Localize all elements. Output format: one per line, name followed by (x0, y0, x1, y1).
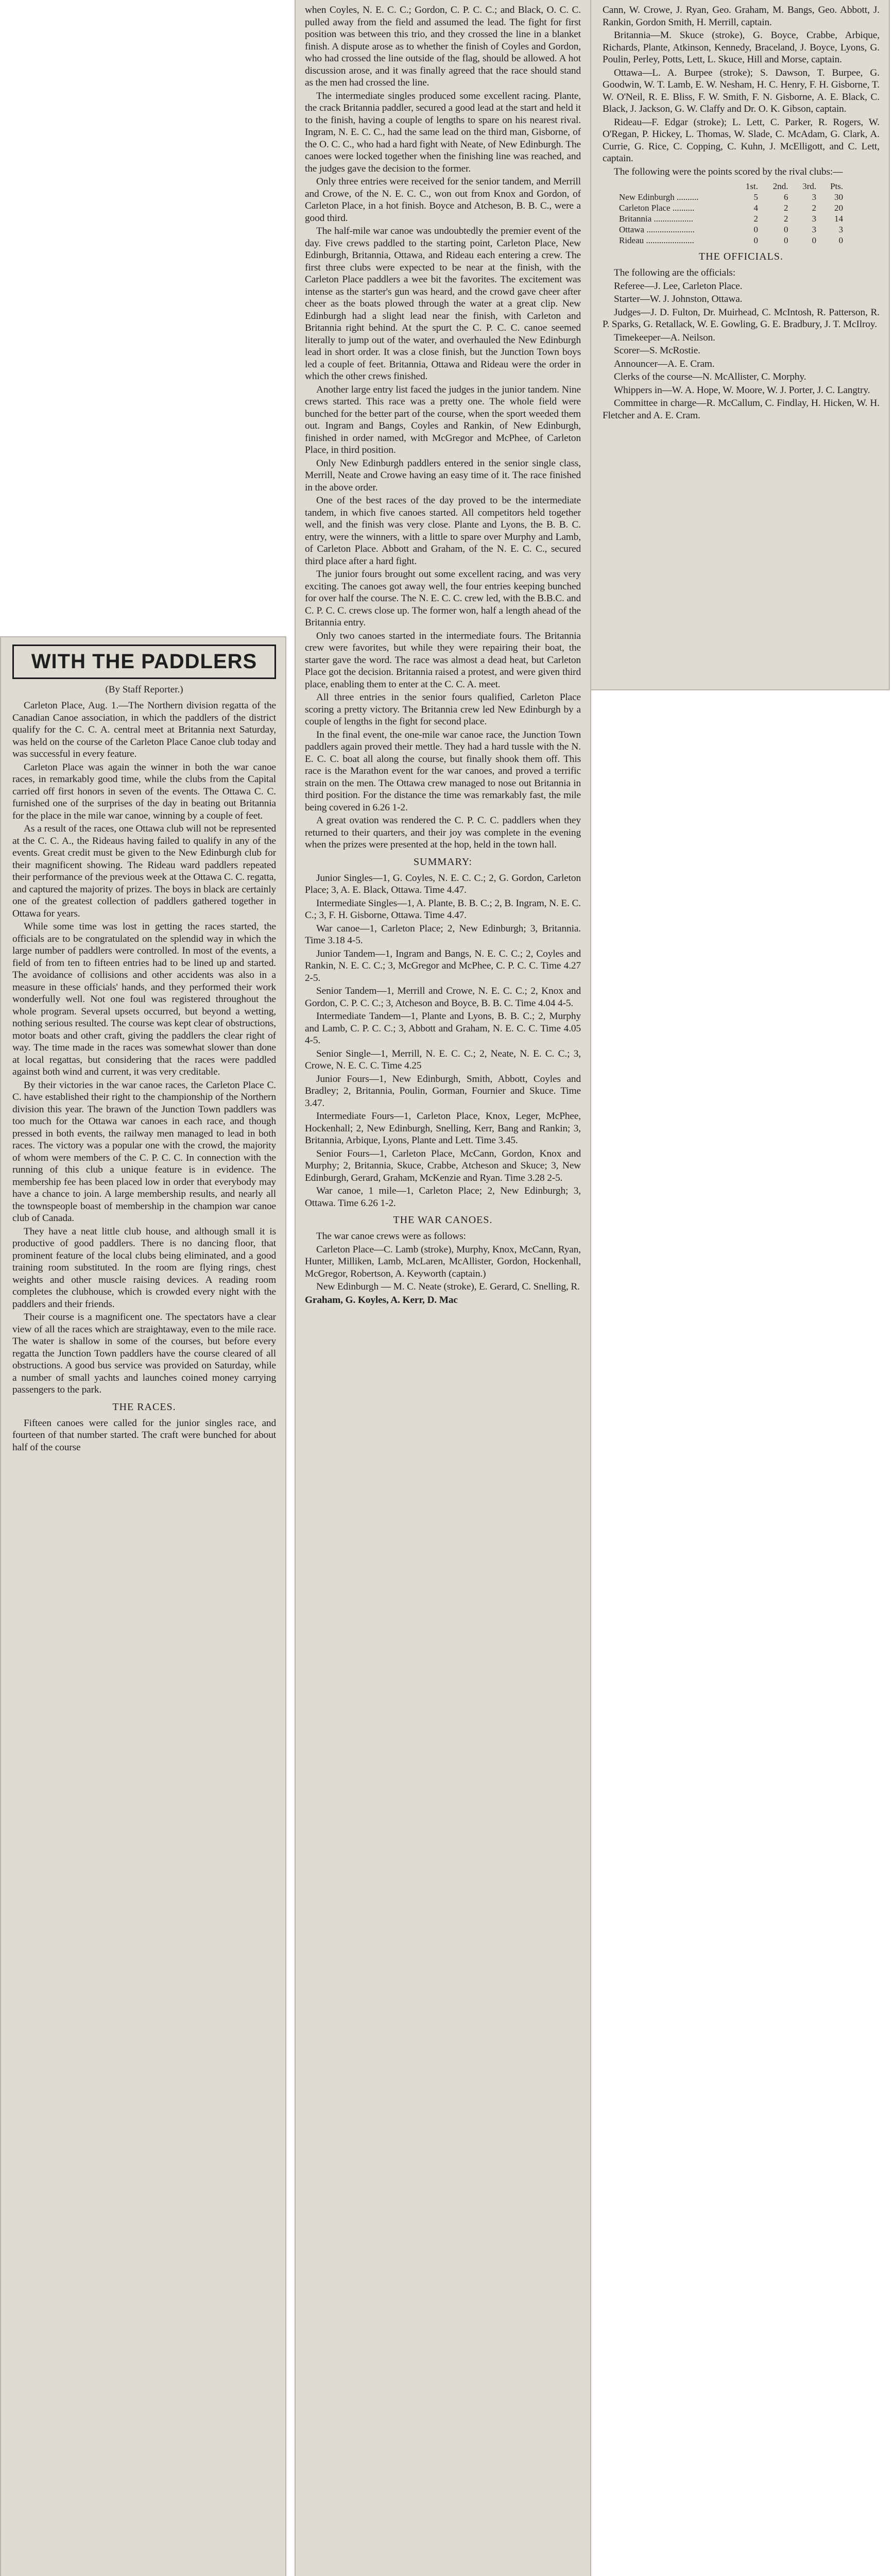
club-name-cell: New Edinburgh .......... (619, 192, 699, 202)
article-paragraph: Only New Edinburgh paddlers entered in the senior single class, Merrill, Neate and Crowe having an easy time of it. The race finished in the above order. (305, 457, 581, 493)
points-cell: 2 (784, 214, 788, 224)
official-item: Clerks of the course—N. McAllister, C. Morphy. (614, 371, 806, 382)
points-cell: 0 (753, 235, 758, 245)
points-cell: 3 (812, 214, 817, 224)
points-cell: 0 (838, 235, 844, 245)
right-column-clipping (591, 0, 890, 690)
points-cell: 4 (753, 203, 758, 213)
points-cell: 2 (812, 203, 817, 213)
official-item: Whippers in—W. A. Hope, W. Moore, W. J. Porter, J. C. Langtry. (614, 384, 870, 396)
crew-list: Ottawa—L. A. Burpee (stroke); S. Dawson, T. Burpee, G. Goodwin, W. T. Lamb, E. W. Nesham, H. C. Henry, F. H. Gisborne, T. W. O'Neil, R. E. Bliss, F. W. Smith, F. N. Gisborne, A. E. Black, C. Black, J. Jackson, G. W. Claffy and Dr. O. K. Gibson, captain. (603, 67, 880, 114)
war-canoes-heading: THE WAR CANOES. (393, 1214, 493, 1226)
points-header-cell: 1st. (745, 181, 758, 191)
article-paragraph: A great ovation was rendered the C. P. C. C. paddlers when they returned to their quarters, and their joy was complete in the evening when the prizes were presented at the hop, held in the town hall. (305, 815, 581, 850)
points-header-cell (619, 181, 735, 192)
summary-item: Senior Single—1, Merrill, N. E. C. C.; 2, Neate, N. E. C. C.; 3, Crowe, N. E. C. C. Time 4.25 (305, 1048, 581, 1071)
crew-list: Carleton Place—C. Lamb (stroke), Murphy, Knox, McCann, Ryan, Hunter, Milliken, Lamb, McLaren, McAllister, Gordon, Hockenhall, McGregor, Robertson, A. Keyworth (captain.) (305, 1244, 581, 1279)
article-paragraph: Fifteen canoes were called for the junior singles race, and fourteen of that number started. The craft were bunched for about half of the course (12, 1417, 276, 1453)
article-paragraph: By their victories in the war canoe races, the Carleton Place C. C. have established their right to the championship of the Northern division this year. The brawn of the Junction Town paddlers was too much for the Ottawa war canoes in each race, and though pressed in both events, the railway men managed to lead in both races. The victory was a popular one with the crowd, the majority of whom were members of the C. P. C. C. In connection with the running of this club a unique feature is in evidence. The membership fee has been placed low in order that everybody may have a chance to join. A large membership results, and nearly all the townspeople boast of membership in the champion war canoe club of Canada. (12, 1079, 276, 1224)
article-paragraph: The junior fours brought out some excellent racing, and was very exciting. The canoes got away well, the four entries keeping bunched for over half the course. The N. E. C. C. crew led, with the B.B.C. and C. P. C. C. crews close up. The former won, half a length ahead of the Britannia entry. (305, 569, 581, 628)
points-cell: 0 (753, 225, 758, 234)
official-item: Scorer—S. McRostie. (614, 345, 700, 356)
points-cell: 20 (834, 203, 844, 213)
summary-item: War canoe—1, Carleton Place; 2, New Edinburgh; 3, Britannia. Time 3.18 4-5. (305, 923, 581, 946)
headline: WITH THE PADDLERS (31, 650, 257, 673)
points-cell: 14 (834, 214, 844, 224)
article-paragraph: In the final event, the one-mile war canoe race, the Junction Town paddlers again proved their mettle. They had a hard tussle with the N. E. C. C. boat all along the course, but finally shook them off. This race is the Marathon event for the war canoes, and proved a terrific strain on the men. The Ottawa crew managed to nose out Britannia in third position. For the distance the time was remarkably fast, the mile being covered in 6.26 1-2. (305, 729, 581, 813)
summary-item: Intermediate Fours—1, Carleton Place, Knox, Leger, McPhee, Hockenhall; 2, New Edinburgh, Snelling, Kerr, Bang and Rankin; 3, Britannia, Arbique, Lyons, Plante and Lett. Time 3.45. (305, 1111, 581, 1146)
table-row (619, 213, 846, 224)
official-item: Judges—J. D. Fulton, Dr. Muirhead, C. McIntosh, R. Patterson, R. P. Sparks, G. Retallack, W. E. Gowling, G. E. Bradbury, J. T. McIlroy. (603, 307, 880, 330)
article-paragraph: Only two canoes started in the intermediate fours. The Britannia crew were favorites, but while they were repairing their boat, the starter gave the word. The race was almost a dead heat, but Carleton Place got the decision. Britannia raised a protest, and were given third place, enabling them to enter at the C. C. A. meet. (305, 630, 581, 690)
article-paragraph: Only three entries were received for the senior tandem, and Merrill and Crowe, of the N. E. C. C., won out from Knox and Gordon, of Carleton Place, in a hot finish. Boyce and Atcheson, B. B. C., were a good third. (305, 176, 581, 224)
official-item: Referee—J. Lee, Carleton Place. (614, 280, 743, 292)
summary-item: War canoe, 1 mile—1, Carleton Place; 2, New Edinburgh; 3, Ottawa. Time 6.26 1-2. (305, 1185, 581, 1209)
crew-list-continued: Graham, G. Koyles, A. Kerr, D. Mac (305, 1294, 458, 1306)
points-cell: 0 (784, 235, 788, 245)
table-row (619, 235, 846, 246)
points-cell: 0 (784, 225, 788, 234)
club-name-cell: Carleton Place .......... (619, 203, 695, 213)
summary-item: Junior Singles—1, G. Coyles, N. E. C. C.; 2, G. Gordon, Carleton Place; 3, A. E. Black, Ottawa. Time 4.47. (305, 872, 581, 895)
club-name-cell: Britannia .................. (619, 214, 694, 224)
points-table-header-row (619, 181, 846, 192)
crew-list: New Edinburgh — M. C. Neate (stroke), E. Gerard, C. Snelling, R. (316, 1281, 580, 1292)
summary-item: Junior Tandem—1, Ingram and Bangs, N. E. C. C.; 2, Coyles and Rankin, N. E. C. C.; 3, McGregor and McPhee, C. P. C. C. Time 4.27 2-5. (305, 948, 581, 984)
article-paragraph: As a result of the races, one Ottawa club will not be represented at the C. C. A., the Rideaus having failed to qualify in any of the events. Great credit must be given to the New Edinburgh club for their magnificent showing. The Rideau ward paddlers repeated their performance of the previous week at the Ottawa C. C. regatta, and captured the majority of prizes. The boys in black are certainly one of the greatest collection of paddlers gathered together in Ottawa for years. (12, 823, 276, 919)
article-paragraph: The following are the officials: (614, 267, 736, 278)
points-cell: 2 (753, 214, 758, 224)
official-item: Announcer—A. E. Cram. (614, 358, 715, 369)
points-cell: 3 (812, 192, 817, 202)
article-paragraph: Another large entry list faced the judges in the junior tandem. Nine crews started. This race was a pretty one. The whole field were bunched for the better part of the course, when the sport weeded them out. Ingram and Bangs, Coyles and Rankin, of New Edinburgh, finished in order named, with McGregor and McPhee, of Carleton Place, in third position. (305, 384, 581, 455)
summary-item: Senior Fours—1, Carleton Place, McCann, Gordon, Knox and Murphy; 2, Britannia, Skuce, Crabbe, Atcheson and Skuce; 3, New Edinburgh, Gerard, Graham, McKenzie and Ryan. Time 3.28 2-5. (305, 1148, 581, 1183)
headline-box (12, 645, 276, 679)
article-paragraph: when Coyles, N. E. C. C.; Gordon, C. P. C. C.; and Black, O. C. C. pulled away from the field and assumed the lead. The fight for first position was between this trio, and they crossed the line in a blanket finish. A dispute arose as to whether the finish of Coyles and Gordon, who had crossed the line outside of the flag, should be allowed. A hot discussion arose, and it was finally agreed that the race should stand as the men had crossed the line. (305, 5, 581, 88)
points-cell: 0 (812, 235, 817, 245)
article-paragraph: They have a neat little club house, and although small it is productive of good paddlers. There is no dancing floor, that prominent feature of the local clubs being eliminated, and a good training room substituted. In the room are flying rings, chest weights and other muscle raising devices. A reading room completes the clubhouse, which is crowded every night with the paddlers and their friends. (12, 1226, 276, 1310)
official-item: Timekeeper—A. Neilson. (614, 332, 715, 343)
article-paragraph: All three entries in the senior fours qualified, Carleton Place scoring a pretty victory. The Britannia crew led New Edinburgh by a couple of lengths in the fight for second place. (305, 692, 581, 727)
summary-item: Senior Tandem—1, Merrill and Crowe, N. E. C. C.; 2, Knox and Gordon, C. P. C. C.; 3, Atcheson and Boyce, B. B. C. Time 4.04 4-5. (305, 986, 581, 1009)
official-item: Committee in charge—R. McCallum, C. Findlay, H. Hicken, W. H. Fletcher and A. E. Cram. (603, 398, 880, 421)
article-paragraph: While some time was lost in getting the races started, the officials are to be congratulated on the splendid way in which the large number of paddlers were controlled. In most of the events, a field of from ten to fifteen entries had to be lined up and started. The avoidance of collisions and other accidents was also in a measure in these officials' hands, and they performed their work wonderfully well. Not one foul was registered throughout the whole program. Several upsets occurred, but beyond a wetting, nothing serious resulted. The course was kept clear of obstructions, motor boats and other craft, giving the paddlers the clear right of way. The time made in the races was somewhat slower than done at local regattas, but considering that the races were paddled against both wind and current, it was very creditable. (12, 921, 276, 1077)
points-cell: 2 (784, 203, 788, 213)
middle-column-clipping (295, 0, 591, 2576)
article-paragraph: Carleton Place was again the winner in both the war canoe races, in remarkably good time, while the clubs from the Capital carried off first honors in seven of the events. The Ottawa C. C. furnished one of the surprises of the day in beating out Britannia for the place in the mile war canoe, winning by a couple of feet. (12, 761, 276, 821)
table-row (619, 192, 846, 202)
points-header-cell: 3rd. (802, 181, 817, 191)
summary-heading: SUMMARY: (414, 856, 472, 868)
crew-list: Cann, W. Crowe, J. Ryan, Geo. Graham, M. Bangs, Geo. Abbott, J. Rankin, Gordon Smith, H. Merrill, captain. (603, 5, 880, 28)
summary-item: Intermediate Tandem—1, Plante and Lyons, B. B. C.; 2, Murphy and Lamb, C. P. C. C.; 3, Abbott and Graham, N. E. C. C. Time 4.05 4-5. (305, 1011, 581, 1046)
officials-heading: THE OFFICIALS. (698, 251, 783, 262)
table-row (619, 202, 846, 213)
crew-list: Britannia—M. Skuce (stroke), G. Boyce, Crabbe, Arbique, Richards, Plante, Atkinson, Kennedy, Braceland, J. Boyce, Lyons, G. Poulin, Perley, Potts, Lett, L. Skuce, Hill and Morse, captain. (603, 30, 880, 65)
club-name-cell: Rideau ...................... (619, 235, 694, 245)
table-row (619, 224, 846, 235)
left-column-clipping (0, 636, 286, 2576)
official-item: Starter—W. J. Johnston, Ottawa. (614, 294, 743, 304)
article-paragraph: The war canoe crews were as follows: (316, 1231, 466, 1242)
points-cell: 30 (834, 192, 844, 202)
article-paragraph: The half-mile war canoe was undoubtedly the premier event of the day. Five crews paddled to the starting point, Carleton Place, New Edinburgh, Britannia, Ottawa, and Rideau each entering a crew. The first three clubs were expected to be near at the finish, with the Carleton Place paddlers a wee bit the favorites. The excitement was intense as the starter's gun was heard, and the crowd gave cheer after cheer as the boats plowed through the water at a great clip. New Edinburgh had a slight lead near the finish, with Carleton and Britannia right behind. At the spurt the C. P. C. C. canoe seemed literally to jump out of the water, and overhauled the New Edinburgh lead in short order. It was a close finish, but the Junction Town boys led a couple of feet. Britannia, Ottawa and Rideau were the order in which the other crews finished. (305, 226, 581, 382)
points-cell: 5 (753, 192, 758, 202)
points-cell: 3 (838, 225, 844, 234)
article-paragraph: One of the best races of the day proved to be the intermediate tandem, in which five canoes started. All competitors held together well, and the finish was very close. Plante and Lyons, the B. B. C. entry, were the winners, with a little to spare over Murphy and Lamb, of Carleton Place. Abbott and Graham, of the N. E. C. C., secured third place after a hard fight. (305, 495, 581, 567)
article-paragraph: The following were the points scored by the rival clubs:— (614, 166, 843, 177)
points-header-cell: 2nd. (772, 181, 788, 191)
points-cell: 6 (784, 192, 788, 202)
crew-list: Rideau—F. Edgar (stroke); L. Lett, C. Parker, R. Rogers, W. O'Regan, P. Hickey, L. Thomas, W. Slade, C. McAdam, G. Clark, A. Currie, G. Rice, C. Copping, C. Kuhn, J. McElligott, and C. Lett, captain. (603, 116, 880, 164)
points-table (619, 181, 846, 246)
article-paragraph: Their course is a magnificent one. The spectators have a clear view of all the races which are straightaway, even to the mile race. The water is shallow in some of the courses, but before every regatta the Junction Town paddlers have the course cleared of all obstructions. A good bus service was provided on Saturday, while a number of small yachts and launches coined money carrying passengers to the park. (12, 1312, 276, 1395)
summary-item: Intermediate Singles—1, A. Plante, B. B. C.; 2, B. Ingram, N. E. C. C.; 3, F. H. Gisborne, Ottawa. Time 4.47. (305, 897, 581, 921)
summary-item: Junior Fours—1, New Edinburgh, Smith, Abbott, Coyles and Bradley; 2, Britannia, Poulin, Gorman, Fournier and Skuce. Time 3.47. (305, 1073, 581, 1109)
points-cell: 3 (812, 225, 817, 234)
article-paragraph: The intermediate singles produced some excellent racing. Plante, the crack Britannia paddler, secured a good lead at the start and held it to the finish, having a couple of lengths to spare on his nearest rival. Ingram, N. E. C. C., had the same lead on the third man, Gisborne, of the O. C. C., who had a hard fight with Neate, of New Edinburgh. The canoes were locked together when the finishing line was reached, and the judges gave the decision to the former. (305, 90, 581, 174)
races-heading: THE RACES. (112, 1401, 176, 1413)
byline: (By Staff Reporter.) (105, 684, 183, 695)
article-paragraph: Carleton Place, Aug. 1.—The Northern division regatta of the Canadian Canoe association, in which the paddlers of the district qualify for the C. C. A. central meet at Britannia next Saturday, was held on the course of the Carleton Place Canoe club today and was successful in every feature. (12, 700, 276, 759)
club-name-cell: Ottawa ...................... (619, 225, 695, 234)
points-header-cell: Pts. (830, 181, 844, 191)
